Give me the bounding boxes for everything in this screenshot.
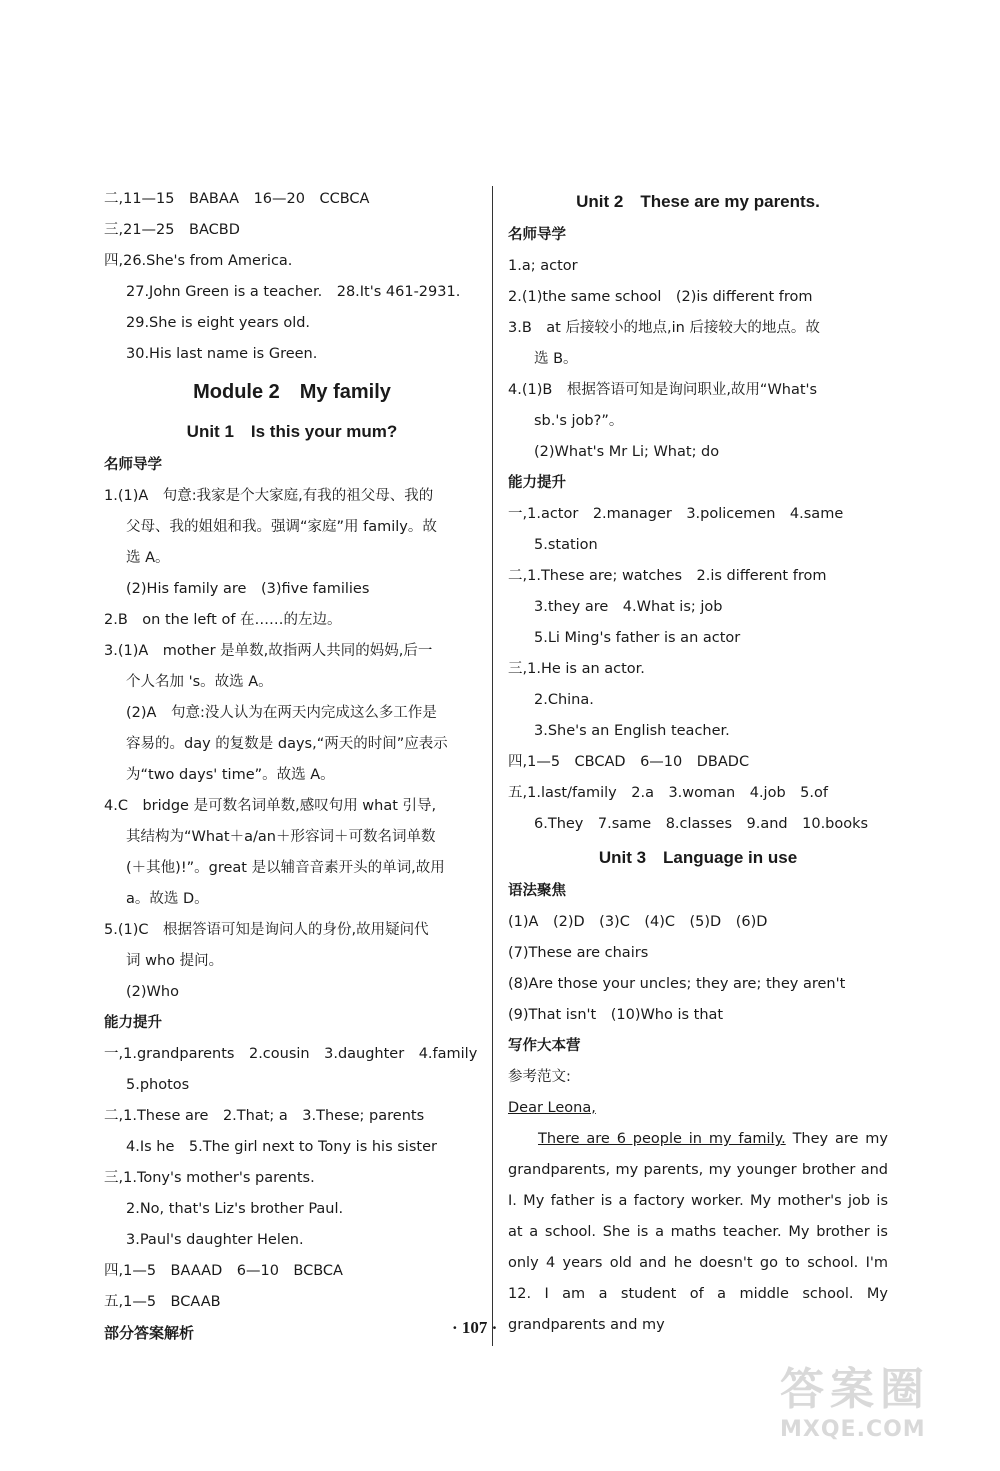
answer-line: 三,21—25 BACBD <box>104 222 240 238</box>
answer-line: 2.No, that's Liz's brother Paul. <box>126 1201 344 1217</box>
answer-line: 三,1.He is an actor. <box>508 661 645 677</box>
answer-line: (7)These are chairs <box>508 945 649 961</box>
answer-line: 2.(1)the same school (2)is different from <box>508 289 813 305</box>
right-column <box>508 184 888 1341</box>
watermark-url: MXQE.COM <box>780 1417 926 1442</box>
answer-line: 为“two days' time”。故选 A。 <box>126 767 335 783</box>
letter-greeting <box>508 1093 888 1124</box>
answer-line: 五,1.last/family 2.a 3.woman 4.job 5.of <box>508 785 828 801</box>
answer-line: 一,1.grandparents 2.cousin 3.daughter 4.family <box>104 1046 478 1062</box>
letter-greeting-text: Dear Leona, <box>508 1100 596 1116</box>
answer-line: 四,1—5 CBCAD 6—10 DBADC <box>508 754 750 770</box>
watermark-main: 答案圈 <box>780 1364 930 1415</box>
answer-line: 五,1—5 BCAAB <box>104 1294 221 1310</box>
section-heading: 能力提升 <box>104 1015 162 1031</box>
answer-line: a。故选 D。 <box>126 891 209 907</box>
page-number: · 107 · <box>452 1318 498 1337</box>
answer-line: 2.B on the left of 在……的左边。 <box>104 612 342 628</box>
section-heading: 名师导学 <box>104 457 162 473</box>
essay-underlined-sentence: There are 6 people in my family. <box>538 1131 786 1147</box>
answer-line: 三,1.Tony's mother's parents. <box>104 1170 315 1186</box>
answer-line: 5.station <box>534 537 598 553</box>
section-heading: 名师导学 <box>508 227 566 243</box>
answer-line: 3.Paul's daughter Helen. <box>126 1232 304 1248</box>
answer-line: 5.(1)C 根据答语可知是询问人的身份,故用疑问代 <box>104 922 429 938</box>
answer-line: 3.B at 后接较小的地点,in 后接较大的地点。故 <box>508 320 820 336</box>
footer-label: 部分答案解析 <box>104 1324 195 1342</box>
answer-line: 四,1—5 BAAAD 6—10 BCBCA <box>104 1263 343 1279</box>
answer-line: 4.(1)B 根据答语可知是询问职业,故用“What's <box>508 382 818 398</box>
answer-line: 5.Li Ming's father is an actor <box>534 630 741 646</box>
essay-body: They are my grandparents, my parents, my younger brother and I. My father is a factory worker. My mother's job is at a school. She is a maths teacher. My brother is only 4 years old and he doesn't go to school. I'm 12. I am a student of a middle school. My grandparents and my <box>508 1131 888 1333</box>
section-heading: 写作大本营 <box>508 1038 581 1054</box>
answer-line: 选 A。 <box>126 550 170 566</box>
answer-line: (8)Are those your uncles; they are; they aren't <box>508 976 846 992</box>
answer-line: 5.photos <box>126 1077 190 1093</box>
section-heading: 语法聚焦 <box>508 883 566 899</box>
answer-line: 6.They 7.same 8.classes 9.and 10.books <box>534 816 869 832</box>
unit-title: Unit 1 Is this your mum? <box>186 422 398 441</box>
answer-line: (9)That isn't (10)Who is that <box>508 1007 724 1023</box>
answer-line: (2)What's Mr Li; What; do <box>534 444 720 460</box>
reference-label: 参考范文: <box>508 1069 571 1085</box>
column-divider <box>492 186 493 1346</box>
answer-line: 容易的。day 的复数是 days,“两天的时间”应表示 <box>126 736 448 752</box>
answer-line: 四,26.She's from America. <box>104 253 293 269</box>
answer-line: 4.Is he 5.The girl next to Tony is his sister <box>126 1139 437 1155</box>
answer-line: 2.China. <box>534 692 594 708</box>
answer-line: 选 B。 <box>534 351 578 367</box>
answer-line: 二,11—15 BABAA 16—20 CCBCA <box>104 191 370 207</box>
answer-line: (2)A 句意:没人认为在两天内完成这么多工作是 <box>126 705 437 721</box>
answer-line: 父母、我的姐姐和我。强调“家庭”用 family。故 <box>126 519 437 535</box>
answer-line: (1)A (2)D (3)C (4)C (5)D (6)D <box>508 914 768 930</box>
answer-line: 3.(1)A mother 是单数,故指两人共同的妈妈,后一 <box>104 643 433 659</box>
answer-line: 29.She is eight years old. <box>126 315 311 331</box>
answer-line: 其结构为“What＋a/an＋形容词＋可数名词单数 <box>126 829 436 845</box>
left-column <box>104 184 480 1318</box>
answer-line: 词 who 提问。 <box>126 953 224 969</box>
answer-line: 二,1.These are 2.That; a 3.These; parents <box>104 1108 425 1124</box>
section-heading: 能力提升 <box>508 475 566 491</box>
answer-line: 27.John Green is a teacher. 28.It's 461-2931. <box>126 284 461 300</box>
answer-line: (2)Who <box>126 984 179 1000</box>
answer-line: 4.C bridge 是可数名词单数,感叹句用 what 引导, <box>104 798 437 814</box>
answer-line: 3.She's an English teacher. <box>534 723 730 739</box>
answer-line: 3.they are 4.What is; job <box>534 599 723 615</box>
answer-line: sb.'s job?”。 <box>534 413 624 429</box>
answer-line: 二,1.These are; watches 2.is different from <box>508 568 827 584</box>
essay-paragraph <box>508 1124 888 1341</box>
answer-line: (2)His family are (3)five families <box>126 581 370 597</box>
watermark-logo <box>780 1353 980 1443</box>
unit-title: Unit 3 Language in use <box>598 848 798 867</box>
answer-line: (＋其他)!”。great 是以辅音音素开头的单词,故用 <box>126 860 445 876</box>
module-title: Module 2 My family <box>193 381 391 403</box>
answer-line: 30.His last name is Green. <box>126 346 318 362</box>
unit-title: Unit 2 These are my parents. <box>576 192 820 211</box>
answer-line: 1.a; actor <box>508 258 578 274</box>
answer-line: 1.(1)A 句意:我家是个大家庭,有我的祖父母、我的 <box>104 488 434 504</box>
answer-line: 一,1.actor 2.manager 3.policemen 4.same <box>508 506 844 522</box>
answer-line: 个人名加 's。故选 A。 <box>126 674 273 690</box>
